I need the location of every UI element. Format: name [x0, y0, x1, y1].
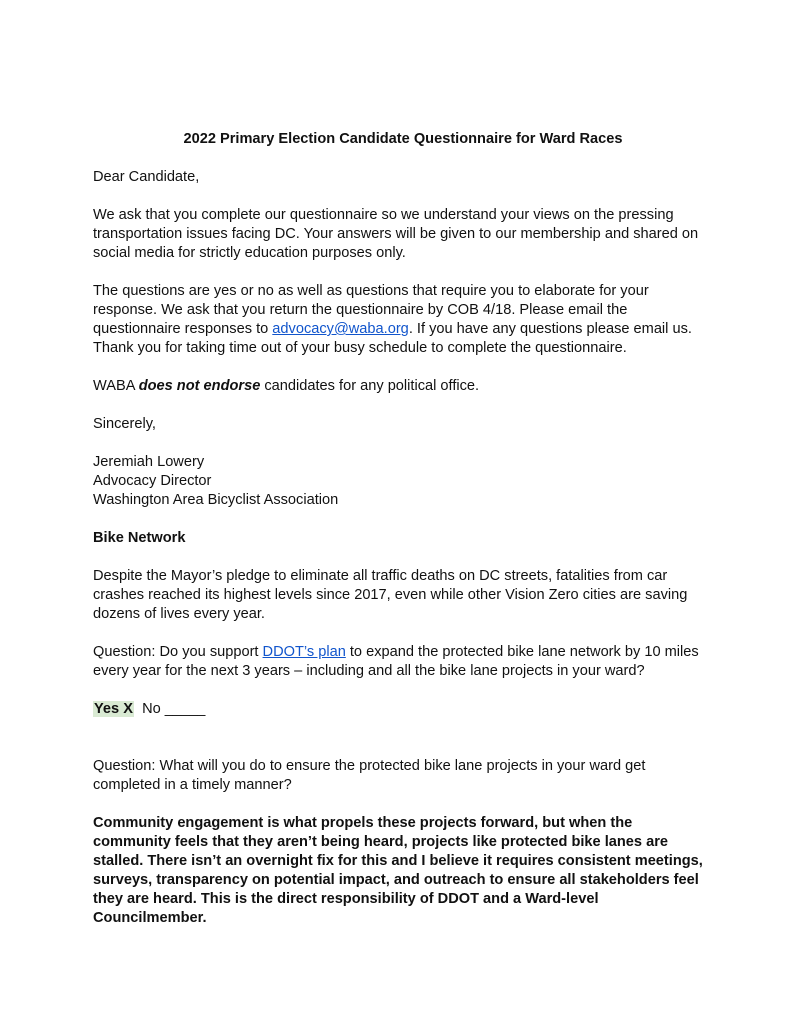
instructions-line-3-post: . If you have any questions please email us.: [408, 321, 692, 337]
instructions-line-2: response. We ask that you return the questionnaire by COB 4/18. Please email the: [93, 302, 628, 318]
instructions-line-3-pre: questionnaire responses to: [93, 321, 273, 337]
context-paragraph: Despite the Mayor’s pledge to eliminate all traffic deaths on DC streets, fatalities from car crashes reached its highest levels since 2017, even while other Vision Zero cities are saving dozens of lives every year.: [93, 568, 688, 622]
instructions-line-3: [93, 320, 713, 339]
question-1-line-2: every year for the next 3 years – including and all the bike lane projects in your ward?: [93, 663, 645, 679]
signature-block: [93, 453, 713, 510]
instructions-paragraph: [93, 282, 713, 358]
section-heading: Bike Network: [93, 530, 186, 546]
signature-org: Washington Area Bicyclist Association: [93, 492, 339, 508]
email-link[interactable]: advocacy@waba.org: [272, 321, 409, 337]
question-1-line-1-post: to expand the protected bike lane network by 10 miles: [345, 644, 699, 660]
question-1: [93, 643, 713, 681]
ddot-plan-link[interactable]: DDOT’s plan: [262, 644, 346, 660]
endorse-statement: [93, 377, 713, 396]
question-1-pre: Question: Do you support: [93, 644, 263, 660]
intro-paragraph: We ask that you complete our questionnaire so we understand your views on the pressing transportation issues facing DC. Your answers will be given to our membership and shared on social media for strictly education purposes only.: [93, 207, 699, 261]
closing: Sincerely,: [93, 416, 156, 432]
instructions-line-1: The questions are yes or no as well as questions that require you to elaborate for your: [93, 283, 649, 299]
endorse-pre: WABA: [93, 378, 139, 394]
instructions-line-4: Thank you for taking time out of your busy schedule to complete the questionnaire.: [93, 340, 627, 356]
answer-yes-highlight: Yes X: [94, 701, 133, 717]
answer-no: No _____: [142, 701, 206, 717]
document-title: 2022 Primary Election Candidate Questionnaire for Ward Races: [183, 131, 623, 147]
document-page: [93, 130, 713, 947]
blank-line: [93, 738, 713, 757]
answer-1: [93, 700, 713, 719]
answer-2: Community engagement is what propels these projects forward, but when the community feels that they aren’t being heard, projects like protected bike lanes are stalled. There isn’t an overnight fix for this and I believe it requires consistent meetings, surveys, transparency on potential impact, and outreach to ensure all stakeholders feel they are heard. This is the direct responsibility of DDOT and a Ward-level Councilmember.: [93, 815, 703, 926]
endorse-emphasis: does not endorse: [138, 378, 261, 394]
question-1-line-1: [93, 643, 713, 662]
salutation: Dear Candidate,: [93, 169, 200, 185]
signature-role: Advocacy Director: [93, 473, 212, 489]
signature-name: Jeremiah Lowery: [93, 454, 205, 470]
question-2: Question: What will you do to ensure the protected bike lane projects in your ward get completed in a timely manner?: [93, 758, 646, 793]
endorse-post: candidates for any political office.: [260, 378, 480, 394]
